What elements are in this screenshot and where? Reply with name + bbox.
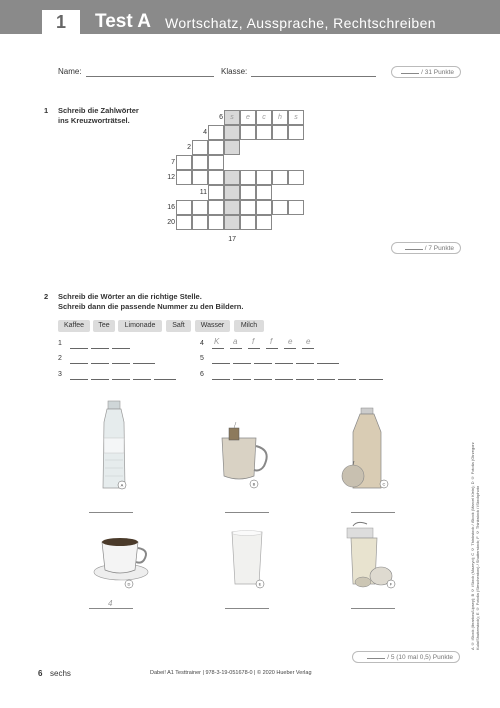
crossword-example-letter: s <box>230 114 234 121</box>
crossword-cell[interactable] <box>208 200 224 215</box>
answer-blank[interactable] <box>296 363 314 364</box>
crossword-cell[interactable] <box>240 170 256 185</box>
answer-blank[interactable] <box>317 379 335 380</box>
word-chip-wasser: Wasser <box>195 320 230 332</box>
example-letter: K <box>214 337 220 346</box>
answer-blank[interactable] <box>359 379 383 380</box>
crossword-cell[interactable] <box>256 125 272 140</box>
crossword-clue-number: 6 <box>219 114 223 121</box>
task1-points-label: / 7 Punkte <box>424 245 454 252</box>
row-number-2: 2 <box>58 355 62 362</box>
crossword-clue-number: 11 <box>199 189 207 196</box>
crossword-example-letter: h <box>278 114 282 121</box>
row-number-5: 5 <box>200 355 204 362</box>
crossword-cell[interactable] <box>208 155 224 170</box>
crossword-example-letter: c <box>262 114 266 121</box>
crossword-clue-number: 2 <box>187 144 191 151</box>
total-points-badge <box>391 66 461 78</box>
crossword-cell[interactable] <box>208 215 224 230</box>
task2-number: 2 <box>44 292 49 301</box>
task2-instruction-line2: Schreib dann die passende Nummer zu den Bildern. <box>58 302 244 311</box>
word-chip-tee: Tee <box>93 320 115 332</box>
crossword-example-letter: e <box>246 114 250 121</box>
crossword-clue-number: 20 <box>167 219 175 226</box>
answer-blank[interactable] <box>275 363 293 364</box>
word-chip-kaffee: Kaffee <box>58 320 90 332</box>
chapter-number: 1 <box>55 12 66 32</box>
answer-blank[interactable] <box>233 379 251 380</box>
crossword-solution-cell[interactable] <box>224 185 240 200</box>
picture-lemonade <box>337 520 403 592</box>
picture-d-example-answer: 4 <box>108 599 113 608</box>
crossword-solution-cell[interactable] <box>224 170 240 185</box>
picture-coffee-cup <box>92 528 154 592</box>
answer-blank[interactable] <box>296 379 314 380</box>
image-credits: A © iStock (lbrarkos/Lipsey); B © iStock (Mazeyo); C © Thinkstock / iStock (Marcel Klein); D © Fotolia (Gtrzegorz Kula/Shutterstock); E © Fotolia (Steschenkov) / Shutterstock; F © Thinkstock / iStockphoto <box>470 442 480 650</box>
picture-a-answer-line[interactable] <box>89 512 133 513</box>
example-letter: a <box>233 337 238 346</box>
crossword-cell[interactable] <box>176 155 192 170</box>
answer-blank[interactable] <box>248 348 260 349</box>
task1-instruction-line1: Schreib die Zahlwörter <box>58 106 139 115</box>
answer-blank[interactable] <box>275 379 293 380</box>
task2-points-label: / 5 (10 mal 0,5) Punkte <box>387 654 453 661</box>
example-letter: e <box>306 337 311 346</box>
crossword-cell[interactable] <box>288 200 304 215</box>
picture-milk-glass <box>224 528 270 592</box>
page-number: 6 <box>38 669 43 678</box>
crossword-cell[interactable] <box>176 200 192 215</box>
crossword-cell[interactable] <box>240 185 256 200</box>
crossword-cell[interactable] <box>240 200 256 215</box>
name-label: Name: <box>58 67 82 76</box>
crossword-cell[interactable] <box>240 125 256 140</box>
answer-blank[interactable] <box>91 348 109 349</box>
crossword-cell[interactable] <box>256 215 272 230</box>
name-field[interactable] <box>86 76 214 77</box>
crossword-solution-cell[interactable] <box>224 140 240 155</box>
crossword-cell[interactable] <box>272 125 288 140</box>
class-label: Klasse: <box>221 67 248 76</box>
crossword-cell[interactable] <box>256 200 272 215</box>
crossword-cell[interactable] <box>192 200 208 215</box>
picture-label-e: E <box>258 581 262 587</box>
test-title: Test A <box>95 11 151 32</box>
picture-tea-cup <box>214 420 276 490</box>
answer-blank[interactable] <box>91 363 109 364</box>
task2-points-badge <box>352 651 460 663</box>
task2-instruction <box>58 292 243 312</box>
answer-blank[interactable] <box>112 363 130 364</box>
picture-b-answer-line[interactable] <box>225 512 269 513</box>
row-number-3: 3 <box>58 371 62 378</box>
crossword-cell[interactable] <box>192 170 208 185</box>
answer-blank[interactable] <box>70 379 88 380</box>
answer-blank[interactable] <box>212 379 230 380</box>
crossword-cell[interactable] <box>288 125 304 140</box>
answer-blank[interactable] <box>254 379 272 380</box>
answer-blank[interactable] <box>317 363 339 364</box>
picture-f-answer-line[interactable] <box>351 608 395 609</box>
answer-blank[interactable] <box>91 379 109 380</box>
crossword-cell[interactable] <box>208 140 224 155</box>
picture-label-f: F <box>389 581 393 587</box>
crossword-solution-number: 17 <box>228 236 236 243</box>
picture-c-answer-line[interactable] <box>351 512 395 513</box>
crossword-clue-number: 16 <box>167 204 175 211</box>
answer-blank[interactable] <box>133 363 155 364</box>
row-number-6: 6 <box>200 371 204 378</box>
example-letter: e <box>288 337 293 346</box>
picture-water-bottle <box>90 398 140 494</box>
crossword-cell[interactable] <box>288 170 304 185</box>
crossword-cell[interactable] <box>240 215 256 230</box>
crossword-solution-cell[interactable] <box>224 200 240 215</box>
answer-blank[interactable] <box>302 348 314 349</box>
crossword-cell[interactable] <box>208 185 224 200</box>
crossword-cell[interactable] <box>192 140 208 155</box>
example-letter: f <box>270 337 273 346</box>
picture-d-answer-line[interactable] <box>89 608 133 609</box>
answer-blank[interactable] <box>212 363 230 364</box>
answer-blank[interactable] <box>212 348 224 349</box>
task1-instruction-line2: ins Kreuzworträtsel. <box>58 116 130 125</box>
row-number-1: 1 <box>58 340 62 347</box>
crossword-cell[interactable] <box>208 125 224 140</box>
crossword-cell[interactable] <box>256 185 272 200</box>
word-chip-saft: Saft <box>166 320 191 332</box>
crossword-clue-number: 7 <box>171 159 175 166</box>
word-chip-milch: Milch <box>234 320 264 332</box>
answer-blank[interactable] <box>70 363 88 364</box>
crossword-clue-number: 4 <box>203 129 207 136</box>
answer-blank[interactable] <box>233 363 251 364</box>
crossword-cell[interactable] <box>192 215 208 230</box>
crossword-cell[interactable] <box>272 170 288 185</box>
footer-publication-info: Dabei! A1 Testtrainer | 978-3-19-051678-0 | © 2020 Hueber Verlag <box>150 670 312 676</box>
crossword-cell[interactable] <box>256 170 272 185</box>
answer-blank[interactable] <box>254 363 272 364</box>
answer-blank[interactable] <box>112 379 130 380</box>
crossword-solution-cell[interactable] <box>224 215 240 230</box>
test-subtitle: Wortschatz, Aussprache, Rechtschreiben <box>165 15 436 31</box>
picture-bottle-apple <box>335 404 395 494</box>
page-number-word: sechs <box>50 669 71 678</box>
picture-label-a: A <box>120 482 124 488</box>
picture-label-c: C <box>382 481 386 487</box>
answer-blank[interactable] <box>70 348 88 349</box>
task1-instruction <box>58 106 139 126</box>
word-chip-limonade: Limonade <box>118 320 162 332</box>
class-field[interactable] <box>251 76 376 77</box>
row-number-4: 4 <box>200 340 204 347</box>
answer-blank[interactable] <box>230 348 242 349</box>
crossword-cell[interactable] <box>176 170 192 185</box>
answer-blank[interactable] <box>112 348 130 349</box>
answer-blank[interactable] <box>284 348 296 349</box>
task1-number: 1 <box>44 106 49 115</box>
crossword-solution-cell[interactable] <box>224 125 240 140</box>
answer-blank[interactable] <box>338 379 356 380</box>
crossword-example-letter: s <box>294 114 298 121</box>
crossword-clue-number: 12 <box>167 174 175 181</box>
crossword-cell[interactable] <box>192 155 208 170</box>
task2-instruction-line1: Schreib die Wörter an die richtige Stelle. <box>58 292 202 301</box>
total-points-label: / 31 Punkte <box>421 69 454 76</box>
picture-e-answer-line[interactable] <box>225 608 269 609</box>
crossword-cell[interactable] <box>208 170 224 185</box>
picture-label-d: D <box>127 581 131 587</box>
task1-points-badge <box>391 242 461 254</box>
answer-blank[interactable] <box>266 348 278 349</box>
picture-label-b: B <box>252 481 256 487</box>
crossword-cell[interactable] <box>272 200 288 215</box>
crossword-cell[interactable] <box>176 215 192 230</box>
answer-blank[interactable] <box>133 379 151 380</box>
answer-blank[interactable] <box>154 379 176 380</box>
example-letter: f <box>252 337 255 346</box>
